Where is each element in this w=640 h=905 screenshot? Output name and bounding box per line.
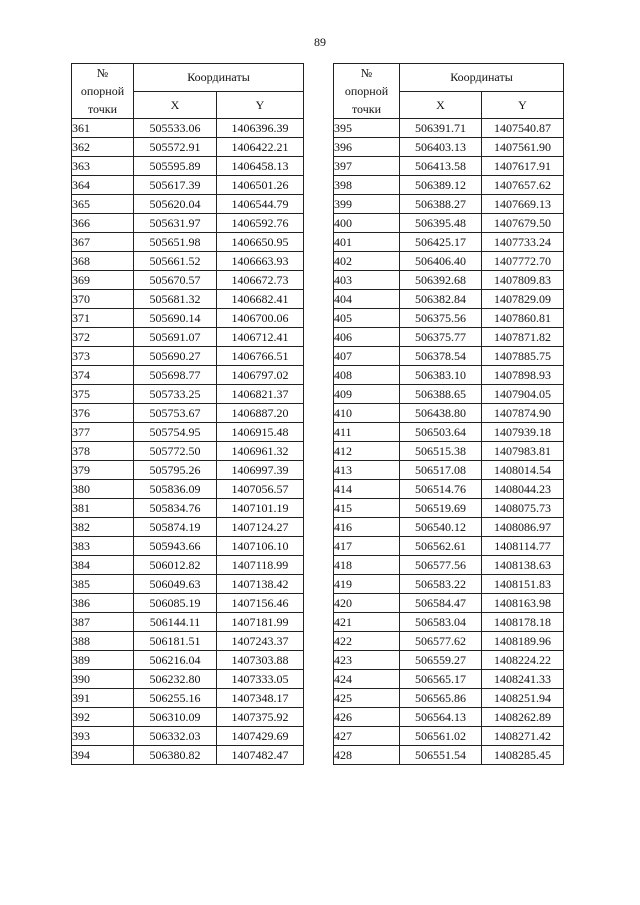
x-coordinate-cell: 506375.77 [400, 328, 482, 347]
table-row [334, 499, 564, 518]
y-coordinate-cell: 1407617.91 [482, 157, 564, 176]
x-coordinate-cell: 506382.84 [400, 290, 482, 309]
point-number-cell: 380 [72, 480, 134, 499]
point-number-cell: 422 [334, 632, 400, 651]
point-number-cell: 374 [72, 366, 134, 385]
x-coordinate-cell: 506375.56 [400, 309, 482, 328]
table-body-right [334, 119, 564, 765]
point-number-cell: 417 [334, 537, 400, 556]
x-coordinate-cell: 506517.08 [400, 461, 482, 480]
y-coordinate-cell: 1407829.09 [482, 290, 564, 309]
y-coordinate-cell: 1407056.57 [217, 480, 304, 499]
y-coordinate-cell: 1407482.47 [217, 746, 304, 765]
header-y: Y [482, 91, 564, 119]
table-row [334, 290, 564, 309]
table-row [334, 670, 564, 689]
point-number-cell: 363 [72, 157, 134, 176]
point-number-cell: 403 [334, 271, 400, 290]
x-coordinate-cell: 505772.50 [134, 442, 217, 461]
y-coordinate-cell: 1408251.94 [482, 689, 564, 708]
point-number-cell: 418 [334, 556, 400, 575]
y-coordinate-cell: 1408262.89 [482, 708, 564, 727]
y-coordinate-cell: 1406544.79 [217, 195, 304, 214]
header-point-number: № опорной точки [334, 64, 400, 119]
y-coordinate-cell: 1407871.82 [482, 328, 564, 347]
point-number-cell: 419 [334, 575, 400, 594]
x-coordinate-cell: 506216.04 [134, 651, 217, 670]
x-coordinate-cell: 506577.56 [400, 556, 482, 575]
point-number-cell: 424 [334, 670, 400, 689]
table-row [334, 613, 564, 632]
table-row [72, 423, 304, 442]
y-coordinate-cell: 1406797.02 [217, 366, 304, 385]
point-number-cell: 390 [72, 670, 134, 689]
y-coordinate-cell: 1406592.76 [217, 214, 304, 233]
point-number-cell: 396 [334, 138, 400, 157]
x-coordinate-cell: 506085.19 [134, 594, 217, 613]
y-coordinate-cell: 1406712.41 [217, 328, 304, 347]
y-coordinate-cell: 1408044.23 [482, 480, 564, 499]
y-coordinate-cell: 1407983.81 [482, 442, 564, 461]
y-coordinate-cell: 1407669.13 [482, 195, 564, 214]
table-row [72, 385, 304, 404]
x-coordinate-cell: 506255.16 [134, 689, 217, 708]
point-number-cell: 378 [72, 442, 134, 461]
table-row [72, 708, 304, 727]
table-row [72, 746, 304, 765]
y-coordinate-cell: 1407540.87 [482, 119, 564, 138]
point-number-cell: 408 [334, 366, 400, 385]
table-row [72, 290, 304, 309]
table-row [72, 613, 304, 632]
x-coordinate-cell: 506380.82 [134, 746, 217, 765]
y-coordinate-cell: 1407348.17 [217, 689, 304, 708]
point-number-cell: 410 [334, 404, 400, 423]
coordinates-table-right [333, 63, 564, 765]
table-row [72, 689, 304, 708]
table-row [72, 537, 304, 556]
table-row [334, 366, 564, 385]
y-coordinate-cell: 1408086.97 [482, 518, 564, 537]
table-row [334, 138, 564, 157]
x-coordinate-cell: 505617.39 [134, 176, 217, 195]
y-coordinate-cell: 1407106.10 [217, 537, 304, 556]
x-coordinate-cell: 505874.19 [134, 518, 217, 537]
point-number-cell: 425 [334, 689, 400, 708]
y-coordinate-cell: 1407181.99 [217, 613, 304, 632]
page-number: 89 [314, 35, 326, 49]
point-number-cell: 407 [334, 347, 400, 366]
point-number-cell: 379 [72, 461, 134, 480]
x-coordinate-cell: 505651.98 [134, 233, 217, 252]
x-coordinate-cell: 506503.64 [400, 423, 482, 442]
y-coordinate-cell: 1408178.18 [482, 613, 564, 632]
point-number-cell: 420 [334, 594, 400, 613]
y-coordinate-cell: 1408163.98 [482, 594, 564, 613]
x-coordinate-cell: 506388.65 [400, 385, 482, 404]
x-coordinate-cell: 506406.40 [400, 252, 482, 271]
y-coordinate-cell: 1407561.90 [482, 138, 564, 157]
coordinates-table-left [71, 63, 304, 765]
x-coordinate-cell: 506232.80 [134, 670, 217, 689]
y-coordinate-cell: 1406821.37 [217, 385, 304, 404]
y-coordinate-cell: 1407303.88 [217, 651, 304, 670]
x-coordinate-cell: 506584.47 [400, 594, 482, 613]
point-number-cell: 361 [72, 119, 134, 138]
y-coordinate-cell: 1407375.92 [217, 708, 304, 727]
y-coordinate-cell: 1407679.50 [482, 214, 564, 233]
y-coordinate-cell: 1407118.99 [217, 556, 304, 575]
table-row [72, 594, 304, 613]
table-row [334, 309, 564, 328]
table-row [334, 271, 564, 290]
table-row [334, 119, 564, 138]
point-number-cell: 362 [72, 138, 134, 157]
point-number-cell: 381 [72, 499, 134, 518]
x-coordinate-cell: 506551.54 [400, 746, 482, 765]
table-row [334, 176, 564, 195]
point-number-cell: 366 [72, 214, 134, 233]
x-coordinate-cell: 506049.63 [134, 575, 217, 594]
point-number-cell: 405 [334, 309, 400, 328]
point-number-cell: 414 [334, 480, 400, 499]
x-coordinate-cell: 506391.71 [400, 119, 482, 138]
x-coordinate-cell: 506583.22 [400, 575, 482, 594]
y-coordinate-cell: 1407429.69 [217, 727, 304, 746]
table-row [334, 651, 564, 670]
table-row [72, 575, 304, 594]
y-coordinate-cell: 1407809.83 [482, 271, 564, 290]
point-number-cell: 413 [334, 461, 400, 480]
x-coordinate-cell: 506395.48 [400, 214, 482, 233]
point-number-cell: 368 [72, 252, 134, 271]
x-coordinate-cell: 506540.12 [400, 518, 482, 537]
table-row [72, 119, 304, 138]
header-coordinates: Координаты [134, 64, 304, 92]
y-coordinate-cell: 1406422.21 [217, 138, 304, 157]
x-coordinate-cell: 505670.57 [134, 271, 217, 290]
point-number-cell: 394 [72, 746, 134, 765]
point-number-cell: 426 [334, 708, 400, 727]
table-row [72, 157, 304, 176]
y-coordinate-cell: 1408114.77 [482, 537, 564, 556]
table-row [334, 404, 564, 423]
table-row [334, 157, 564, 176]
y-coordinate-cell: 1407333.05 [217, 670, 304, 689]
table-row [334, 442, 564, 461]
table-row [334, 708, 564, 727]
point-number-cell: 375 [72, 385, 134, 404]
table-row [72, 670, 304, 689]
table-row [72, 176, 304, 195]
y-coordinate-cell: 1407874.90 [482, 404, 564, 423]
point-number-cell: 398 [334, 176, 400, 195]
y-coordinate-cell: 1408151.83 [482, 575, 564, 594]
x-coordinate-cell: 505620.04 [134, 195, 217, 214]
point-number-cell: 373 [72, 347, 134, 366]
point-number-cell: 400 [334, 214, 400, 233]
table-row [334, 518, 564, 537]
y-coordinate-cell: 1407860.81 [482, 309, 564, 328]
point-number-cell: 401 [334, 233, 400, 252]
x-coordinate-cell: 505690.27 [134, 347, 217, 366]
table-row [72, 233, 304, 252]
table-row [72, 271, 304, 290]
y-coordinate-cell: 1407898.93 [482, 366, 564, 385]
point-number-cell: 423 [334, 651, 400, 670]
x-coordinate-cell: 505943.66 [134, 537, 217, 556]
table-row [334, 556, 564, 575]
y-coordinate-cell: 1408014.54 [482, 461, 564, 480]
x-coordinate-cell: 505754.95 [134, 423, 217, 442]
x-coordinate-cell: 506378.54 [400, 347, 482, 366]
point-number-cell: 384 [72, 556, 134, 575]
y-coordinate-cell: 1408075.73 [482, 499, 564, 518]
x-coordinate-cell: 506425.17 [400, 233, 482, 252]
table-row [72, 309, 304, 328]
x-coordinate-cell: 506561.02 [400, 727, 482, 746]
x-coordinate-cell: 505595.89 [134, 157, 217, 176]
x-coordinate-cell: 506559.27 [400, 651, 482, 670]
table-row [72, 556, 304, 575]
table-row [72, 480, 304, 499]
table-row [72, 404, 304, 423]
table-row [72, 632, 304, 651]
y-coordinate-cell: 1406682.41 [217, 290, 304, 309]
point-number-cell: 387 [72, 613, 134, 632]
x-coordinate-cell: 505795.26 [134, 461, 217, 480]
x-coordinate-cell: 505836.09 [134, 480, 217, 499]
table-row [334, 746, 564, 765]
y-coordinate-cell: 1406650.95 [217, 233, 304, 252]
point-number-cell: 406 [334, 328, 400, 347]
point-number-cell: 377 [72, 423, 134, 442]
y-coordinate-cell: 1407657.62 [482, 176, 564, 195]
point-number-cell: 370 [72, 290, 134, 309]
y-coordinate-cell: 1408241.33 [482, 670, 564, 689]
y-coordinate-cell: 1407733.24 [482, 233, 564, 252]
y-coordinate-cell: 1408224.22 [482, 651, 564, 670]
point-number-cell: 392 [72, 708, 134, 727]
table-row [334, 385, 564, 404]
x-coordinate-cell: 506413.58 [400, 157, 482, 176]
x-coordinate-cell: 506181.51 [134, 632, 217, 651]
point-number-cell: 382 [72, 518, 134, 537]
x-coordinate-cell: 505631.97 [134, 214, 217, 233]
point-number-cell: 367 [72, 233, 134, 252]
x-coordinate-cell: 506564.13 [400, 708, 482, 727]
point-number-cell: 404 [334, 290, 400, 309]
point-number-cell: 399 [334, 195, 400, 214]
x-coordinate-cell: 506332.03 [134, 727, 217, 746]
table-row [72, 727, 304, 746]
x-coordinate-cell: 506383.10 [400, 366, 482, 385]
header-point-number: № опорной точки [72, 64, 134, 119]
y-coordinate-cell: 1406961.32 [217, 442, 304, 461]
point-number-cell: 402 [334, 252, 400, 271]
x-coordinate-cell: 505698.77 [134, 366, 217, 385]
table-body-left [72, 119, 304, 765]
x-coordinate-cell: 506565.17 [400, 670, 482, 689]
table-row [72, 347, 304, 366]
x-coordinate-cell: 506565.86 [400, 689, 482, 708]
point-number-cell: 393 [72, 727, 134, 746]
y-coordinate-cell: 1408271.42 [482, 727, 564, 746]
y-coordinate-cell: 1406396.39 [217, 119, 304, 138]
table-row [72, 214, 304, 233]
x-coordinate-cell: 506438.80 [400, 404, 482, 423]
y-coordinate-cell: 1406700.06 [217, 309, 304, 328]
x-coordinate-cell: 506392.68 [400, 271, 482, 290]
y-coordinate-cell: 1406766.51 [217, 347, 304, 366]
table-row [334, 480, 564, 499]
table-row [334, 214, 564, 233]
x-coordinate-cell: 506144.11 [134, 613, 217, 632]
y-coordinate-cell: 1407156.46 [217, 594, 304, 613]
point-number-cell: 391 [72, 689, 134, 708]
table-row [72, 442, 304, 461]
x-coordinate-cell: 506012.82 [134, 556, 217, 575]
table-row [334, 347, 564, 366]
y-coordinate-cell: 1407124.27 [217, 518, 304, 537]
header-coordinates: Координаты [400, 64, 564, 92]
point-number-cell: 428 [334, 746, 400, 765]
x-coordinate-cell: 505753.67 [134, 404, 217, 423]
y-coordinate-cell: 1407138.42 [217, 575, 304, 594]
header-x: X [134, 91, 217, 119]
point-number-cell: 416 [334, 518, 400, 537]
table-row [334, 252, 564, 271]
table-row [334, 328, 564, 347]
table-row [334, 537, 564, 556]
table-row [72, 328, 304, 347]
point-number-cell: 376 [72, 404, 134, 423]
table-row [72, 651, 304, 670]
y-coordinate-cell: 1406501.26 [217, 176, 304, 195]
point-number-cell: 409 [334, 385, 400, 404]
y-coordinate-cell: 1408189.96 [482, 632, 564, 651]
x-coordinate-cell: 506583.04 [400, 613, 482, 632]
y-coordinate-cell: 1406672.73 [217, 271, 304, 290]
point-number-cell: 386 [72, 594, 134, 613]
x-coordinate-cell: 505533.06 [134, 119, 217, 138]
y-coordinate-cell: 1407939.18 [482, 423, 564, 442]
y-coordinate-cell: 1406915.48 [217, 423, 304, 442]
table-row [334, 461, 564, 480]
point-number-cell: 365 [72, 195, 134, 214]
x-coordinate-cell: 505691.07 [134, 328, 217, 347]
x-coordinate-cell: 505690.14 [134, 309, 217, 328]
y-coordinate-cell: 1406663.93 [217, 252, 304, 271]
point-number-cell: 385 [72, 575, 134, 594]
y-coordinate-cell: 1407772.70 [482, 252, 564, 271]
point-number-cell: 364 [72, 176, 134, 195]
y-coordinate-cell: 1408285.45 [482, 746, 564, 765]
x-coordinate-cell: 506519.69 [400, 499, 482, 518]
x-coordinate-cell: 506389.12 [400, 176, 482, 195]
point-number-cell: 369 [72, 271, 134, 290]
x-coordinate-cell: 506403.13 [400, 138, 482, 157]
x-coordinate-cell: 505661.52 [134, 252, 217, 271]
point-number-cell: 411 [334, 423, 400, 442]
table-row [334, 195, 564, 214]
table-row [72, 138, 304, 157]
header-x: X [400, 91, 482, 119]
x-coordinate-cell: 505572.91 [134, 138, 217, 157]
x-coordinate-cell: 506515.38 [400, 442, 482, 461]
y-coordinate-cell: 1406997.39 [217, 461, 304, 480]
table-row [334, 632, 564, 651]
y-coordinate-cell: 1408138.63 [482, 556, 564, 575]
point-number-cell: 412 [334, 442, 400, 461]
x-coordinate-cell: 505733.25 [134, 385, 217, 404]
table-row [334, 233, 564, 252]
point-number-cell: 388 [72, 632, 134, 651]
table-row [334, 727, 564, 746]
point-number-cell: 389 [72, 651, 134, 670]
table-row [72, 499, 304, 518]
point-number-cell: 395 [334, 119, 400, 138]
table-row [72, 461, 304, 480]
y-coordinate-cell: 1406887.20 [217, 404, 304, 423]
table-row [334, 594, 564, 613]
x-coordinate-cell: 505681.32 [134, 290, 217, 309]
point-number-cell: 372 [72, 328, 134, 347]
point-number-cell: 383 [72, 537, 134, 556]
table-row [72, 195, 304, 214]
x-coordinate-cell: 506562.61 [400, 537, 482, 556]
table-row [72, 518, 304, 537]
x-coordinate-cell: 506514.76 [400, 480, 482, 499]
table-row [72, 252, 304, 271]
header-y: Y [217, 91, 304, 119]
y-coordinate-cell: 1407885.75 [482, 347, 564, 366]
x-coordinate-cell: 506577.62 [400, 632, 482, 651]
x-coordinate-cell: 505834.76 [134, 499, 217, 518]
table-row [334, 689, 564, 708]
y-coordinate-cell: 1406458.13 [217, 157, 304, 176]
y-coordinate-cell: 1407243.37 [217, 632, 304, 651]
point-number-cell: 397 [334, 157, 400, 176]
table-row [72, 366, 304, 385]
point-number-cell: 371 [72, 309, 134, 328]
point-number-cell: 421 [334, 613, 400, 632]
point-number-cell: 427 [334, 727, 400, 746]
table-row [334, 575, 564, 594]
y-coordinate-cell: 1407101.19 [217, 499, 304, 518]
point-number-cell: 415 [334, 499, 400, 518]
y-coordinate-cell: 1407904.05 [482, 385, 564, 404]
x-coordinate-cell: 506388.27 [400, 195, 482, 214]
x-coordinate-cell: 506310.09 [134, 708, 217, 727]
table-row [334, 423, 564, 442]
